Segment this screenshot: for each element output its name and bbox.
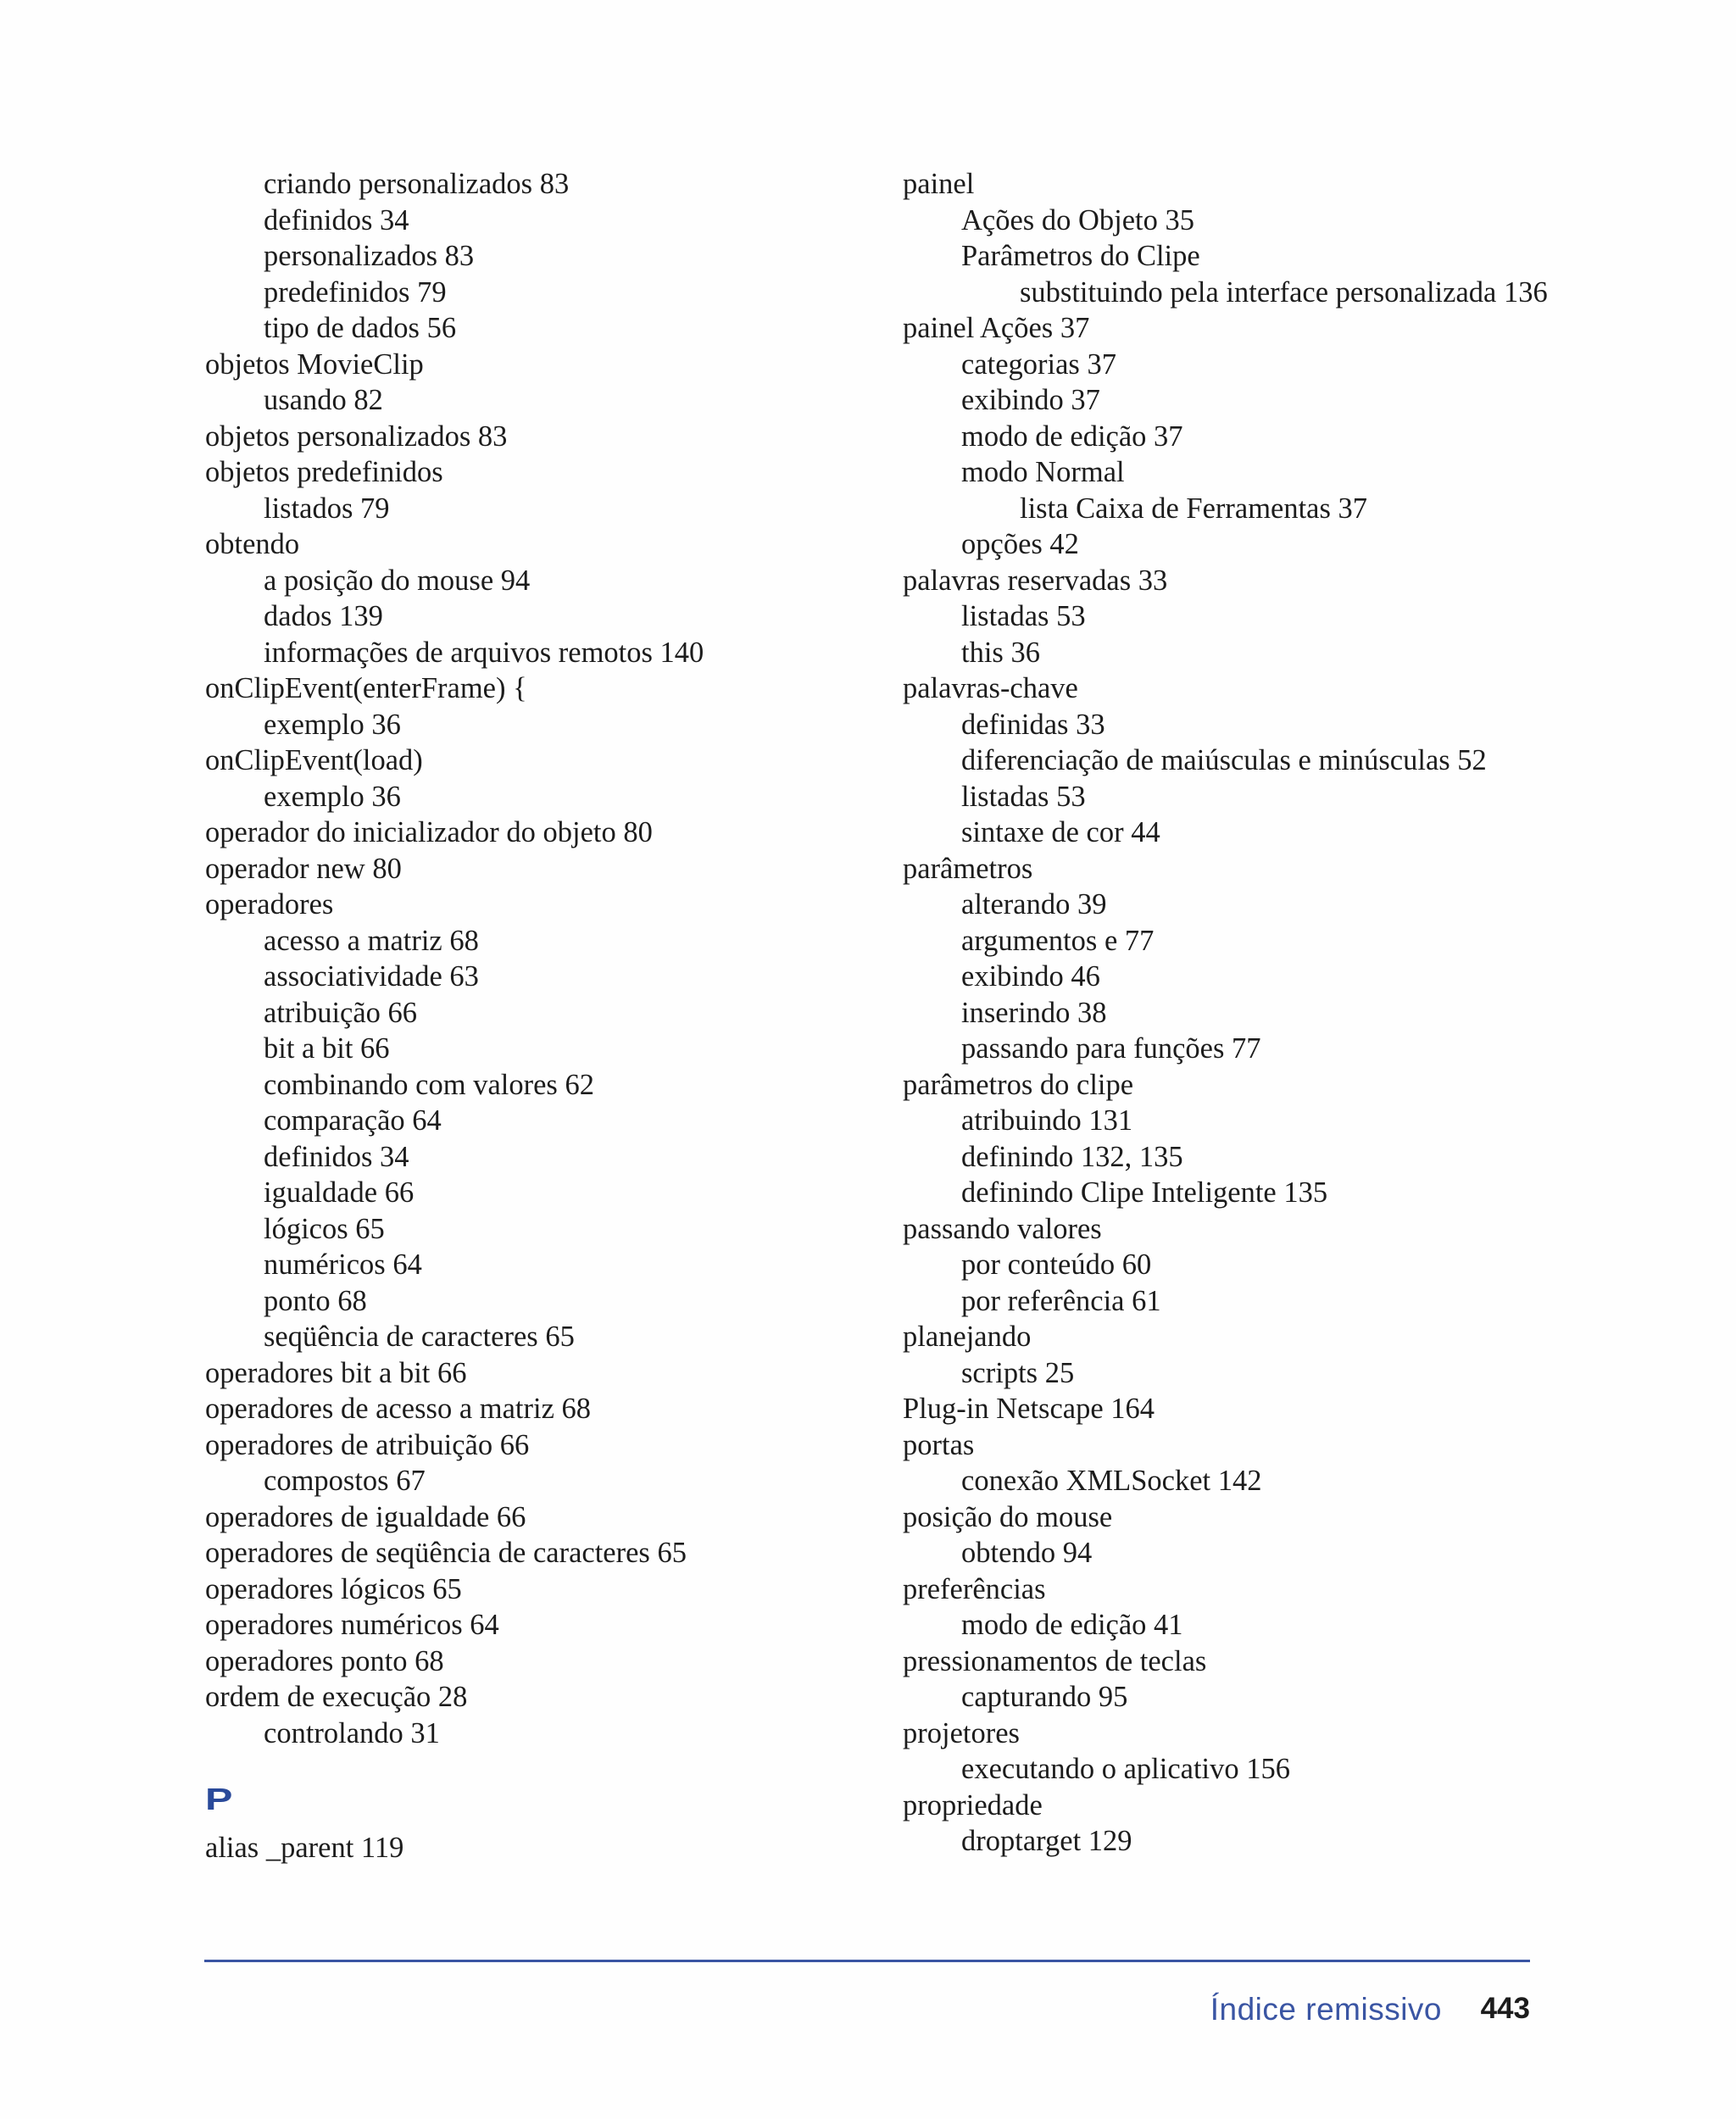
index-entry: portas: [903, 1428, 975, 1461]
index-subentry: seqüência de caracteres 65: [264, 1321, 575, 1353]
index-entry: posição do mouse: [903, 1500, 1113, 1533]
index-column-left: [205, 166, 883, 1866]
index-subentry: definidos 34: [264, 203, 409, 236]
index-entry: objetos MovieClip: [205, 348, 424, 381]
footer-rule: [204, 1960, 1530, 1962]
index-subentry: modo de edição 41: [961, 1609, 1183, 1641]
index-entry: operadores de acesso a matriz 68: [205, 1393, 592, 1425]
index-entry: projetores: [903, 1716, 1020, 1749]
index-subentry: informações de arquivos remotos 140: [264, 636, 704, 669]
index-subentry: acesso a matriz 68: [264, 924, 479, 957]
index-subentry: listados 79: [264, 492, 390, 525]
index-subentry: inserindo 38: [961, 996, 1107, 1029]
index-subentry: por conteúdo 60: [961, 1249, 1152, 1281]
index-subentry: opções 42: [961, 528, 1079, 560]
index-entry: objetos personalizados 83: [205, 420, 508, 453]
index-entry: operadores: [205, 888, 334, 920]
index-subentry: substituindo pela interface personalizada 136: [1020, 275, 1548, 309]
index-subentry: dados 139: [264, 600, 383, 632]
index-subentry: Ações do Objeto 35: [961, 203, 1194, 236]
index-subentry: personalizados 83: [264, 240, 475, 272]
index-subentry: definidas 33: [961, 708, 1105, 741]
index-subentry: combinando com valores 62: [264, 1068, 594, 1101]
index-entry: parâmetros do clipe: [903, 1068, 1134, 1101]
index-entry: passando valores: [903, 1212, 1102, 1245]
index-subentry: modo Normal: [961, 456, 1125, 488]
index-subentry: passando para funções 77: [961, 1032, 1261, 1065]
index-subentry: Parâmetros do Clipe: [961, 240, 1200, 272]
index-subentry: por referência 61: [961, 1284, 1161, 1317]
index-subentry: controlando 31: [264, 1716, 440, 1749]
index-entry: operadores bit a bit 66: [205, 1356, 467, 1389]
index-entry: planejando: [903, 1321, 1032, 1353]
index-entry: parâmetros: [903, 852, 1033, 885]
index-subentry: bit a bit 66: [264, 1032, 390, 1065]
index-entry: painel Ações 37: [903, 312, 1090, 344]
index-subentry: usando 82: [264, 384, 383, 416]
index-subentry: this 36: [961, 636, 1040, 669]
index-subentry: obtendo 94: [961, 1537, 1093, 1569]
index-subentry: alterando 39: [961, 888, 1107, 920]
index-subentry: lista Caixa de Ferramentas 37: [1020, 492, 1368, 525]
index-subentry: ponto 68: [264, 1284, 367, 1317]
index-subentry: exemplo 36: [264, 780, 401, 813]
footer-title: Índice remissivo: [1210, 1992, 1442, 2027]
index-entry: painel: [903, 168, 975, 200]
index-entry: operadores lógicos 65: [205, 1572, 462, 1605]
index-subentry: modo de edição 37: [961, 420, 1183, 453]
index-subentry: sintaxe de cor 44: [961, 816, 1160, 848]
index-subentry: conexão XMLSocket 142: [961, 1465, 1262, 1497]
index-subentry: predefinidos 79: [264, 275, 447, 309]
index-subentry: exibindo 46: [961, 960, 1100, 993]
index-subentry: definindo 132, 135: [961, 1140, 1183, 1173]
index-entry: pressionamentos de teclas: [903, 1644, 1207, 1677]
index-entry: operadores numéricos 64: [205, 1609, 499, 1641]
index-subentry: exibindo 37: [961, 384, 1100, 416]
section-letter-text: P: [205, 1782, 233, 1816]
index-subentry: listadas 53: [961, 780, 1086, 813]
index-subentry: atribuição 66: [264, 996, 418, 1029]
index-subentry: atribuindo 131: [961, 1104, 1133, 1137]
index-entry: obtendo: [205, 528, 300, 560]
index-entry: palavras reservadas 33: [903, 564, 1168, 597]
index-subentry: executando o aplicativo 156: [961, 1753, 1290, 1785]
index-subentry: compostos 67: [264, 1465, 426, 1497]
index-subentry: listadas 53: [961, 600, 1086, 632]
index-subentry: argumentos e 77: [961, 924, 1155, 957]
index-subentry: scripts 25: [961, 1356, 1075, 1389]
index-entry: palavras-chave: [903, 672, 1078, 704]
index-subentry: categorias 37: [961, 348, 1116, 381]
index-subentry: capturando 95: [961, 1681, 1128, 1713]
index-subentry: associatividade 63: [264, 960, 479, 993]
index-subentry: droptarget 129: [961, 1825, 1132, 1857]
index-subentry: definidos 34: [264, 1140, 409, 1173]
index-entry: objetos predefinidos: [205, 456, 443, 488]
index-entry: ordem de execução 28: [205, 1681, 468, 1713]
index-subentry: igualdade 66: [264, 1176, 415, 1209]
index-entry: propriedade: [903, 1788, 1043, 1821]
index-subentry: tipo de dados 56: [264, 312, 457, 344]
page-number: 443: [1480, 1992, 1530, 2025]
index-subentry: numéricos 64: [264, 1249, 422, 1281]
index-entry: operadores ponto 68: [205, 1644, 444, 1677]
index-subentry: diferenciação de maiúsculas e minúsculas 52: [961, 744, 1487, 776]
index-subentry: exemplo 36: [264, 708, 401, 741]
index-column-right: [903, 166, 1572, 1860]
index-entry: operador do inicializador do objeto 80: [205, 816, 653, 848]
index-entry: alias _parent 119: [205, 1832, 404, 1864]
index-subentry: comparação 64: [264, 1104, 442, 1137]
section-letter: [205, 1782, 883, 1816]
index-subentry: criando personalizados 83: [264, 168, 570, 200]
index-entry: operador new 80: [205, 852, 402, 885]
index-subentry: a posição do mouse 94: [264, 564, 531, 597]
index-entry: operadores de atribuição 66: [205, 1428, 530, 1461]
index-entry: onClipEvent(load): [205, 744, 423, 776]
index-subentry: definindo Clipe Inteligente 135: [961, 1176, 1328, 1209]
index-entry: preferências: [903, 1572, 1046, 1605]
index-entry: operadores de igualdade 66: [205, 1500, 526, 1533]
index-entry: onClipEvent(enterFrame) {: [205, 672, 527, 704]
index-entry: operadores de seqüência de caracteres 65: [205, 1537, 687, 1569]
index-subentry: lógicos 65: [264, 1212, 385, 1245]
index-entry: Plug-in Netscape 164: [903, 1393, 1155, 1425]
